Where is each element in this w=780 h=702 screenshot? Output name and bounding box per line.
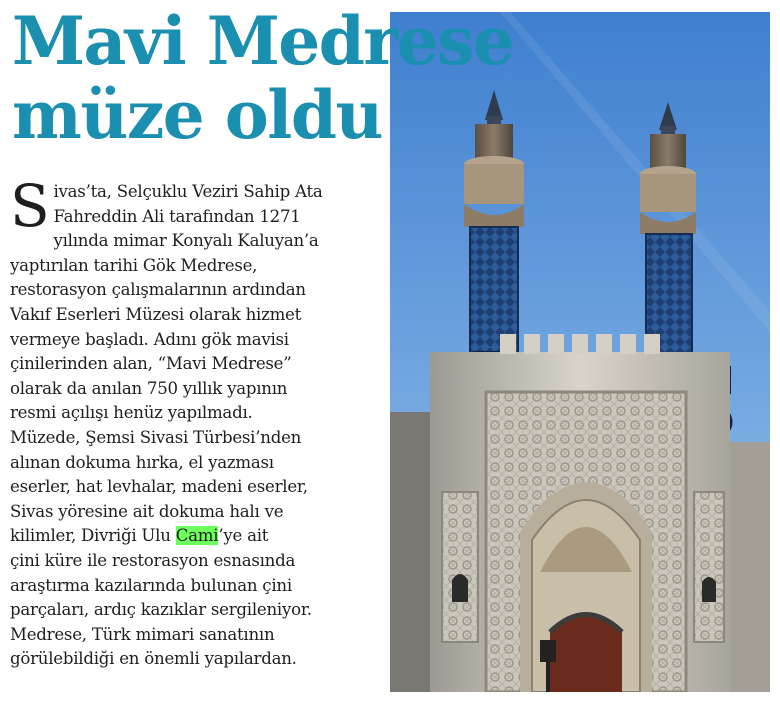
article-line: araştırma kazılarında bulunan çini: [10, 575, 292, 595]
highlighted-word: Cami: [175, 526, 219, 546]
line-text-after: ’ye ait: [218, 526, 269, 546]
article-line: resmi açılışı henüz yapılmadı.: [10, 403, 253, 423]
article-line: Fahreddin Ali tarafından 1271: [53, 206, 301, 226]
article-line-highlighted: [10, 524, 386, 549]
article-line: çinilerinden alan, “Mavi Medrese”: [10, 354, 292, 374]
article-line: yılında mimar Konyalı Kaluyan’a: [53, 231, 319, 251]
article-line: Medrese, Türk mimari sanatının: [10, 624, 275, 644]
article-line: çini küre ile restorasyon esnasında: [10, 550, 296, 570]
line-text-before: kilimler, Divriği Ulu: [10, 526, 176, 546]
article-line: eserler, hat levhalar, madeni eserler,: [10, 477, 308, 497]
article-line: olarak da anılan 750 yıllık yapının: [10, 378, 288, 398]
article-line: alınan dokuma hırka, el yazması: [10, 452, 274, 472]
article-line: ivas’ta, Selçuklu Veziri Sahip Ata: [53, 182, 323, 201]
headline: [12, 4, 532, 152]
article-line: görülebildiği en önemli yapılardan.: [10, 649, 297, 669]
article-line: vermeye başladı. Adını gök mavisi: [10, 329, 289, 349]
drop-cap: S: [10, 172, 50, 240]
article-line: Vakıf Eserleri Müzesi olarak hizmet: [10, 304, 302, 324]
headline-line-2: müze oldu: [12, 76, 382, 154]
article-line: Sivas yöresine ait dokuma halı ve: [10, 501, 284, 521]
headline-line-1: Mavi Medrese: [12, 2, 514, 80]
article-line: yaptırılan tarihi Gök Medrese,: [10, 255, 258, 275]
article-body: [10, 172, 386, 672]
article-line: restorasyon çalışmalarının ardından: [10, 280, 306, 300]
article-line: parçaları, ardıç kazıklar sergileniyor.: [10, 600, 312, 620]
article-line: Müzede, Şemsi Sivasi Türbesi’nden: [10, 427, 302, 447]
